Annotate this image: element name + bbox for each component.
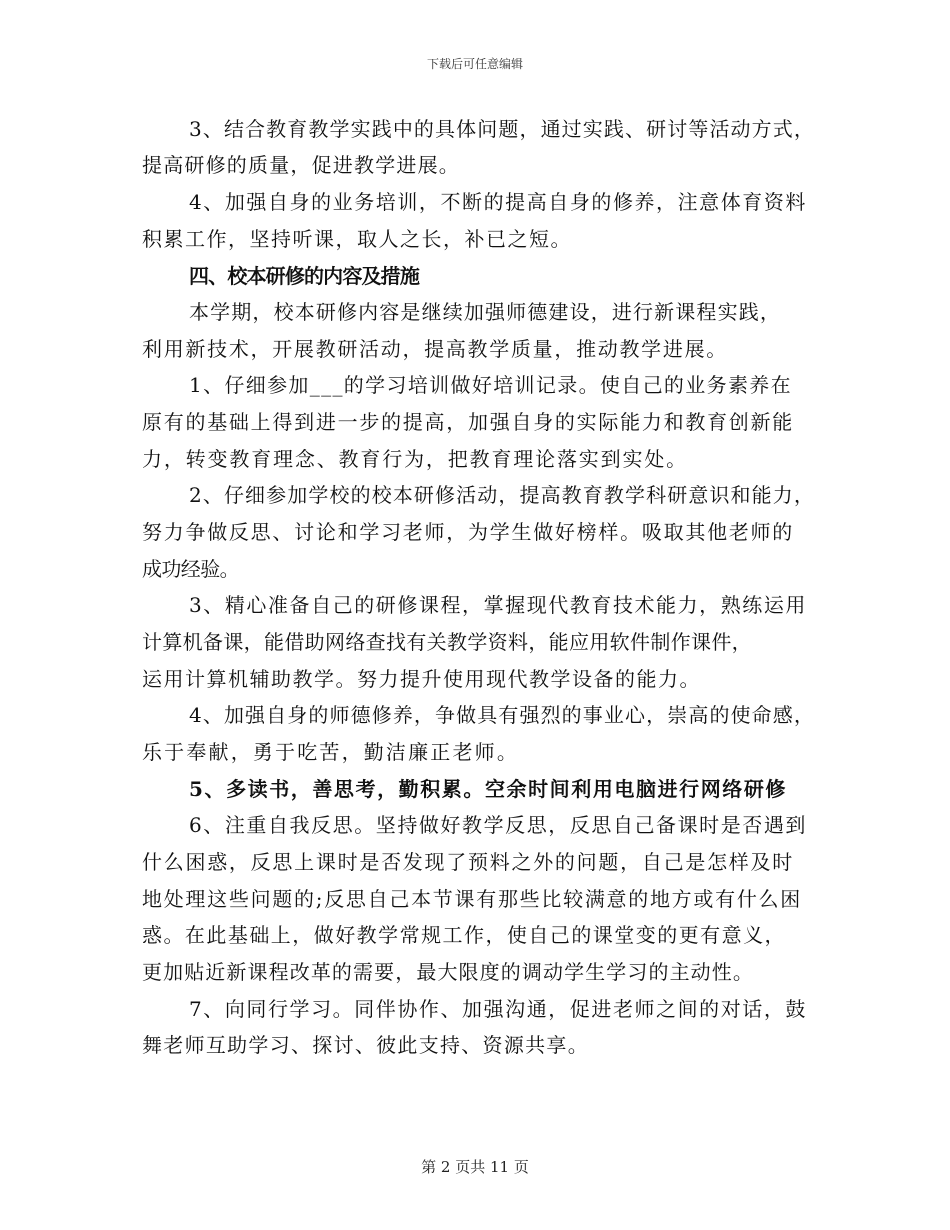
text-line: 2、仔细参加学校的校本研修活动，提高教育教学科研意识和能力， <box>189 483 815 507</box>
text-line: 本学期，校本研修内容是继续加强师德建设，进行新课程实践， <box>189 300 781 324</box>
page-header: 下载后可任意编辑 <box>426 57 523 71</box>
text-line: 积累工作，坚持听课，取人之长，补已之短。 <box>142 227 572 251</box>
text-line: 成功经验。 <box>142 557 239 581</box>
text-line: 3、精心准备自己的研修课程，掌握现代教育技术能力，熟练运用 <box>189 593 807 617</box>
text-line: 努力争做反思、讨论和学习老师，为学生做好榜样。吸取其他老师的 <box>142 520 794 544</box>
text-line: 乐于奉献，勇于吃苦，勤洁廉正老师。 <box>142 740 519 764</box>
text-line: 力，转变教育理念、教育行为，把教育理论落实到实处。 <box>142 447 688 471</box>
text-line: 计算机备课，能借助网络查找有关教学资料，能应用软件制作课件， <box>142 630 752 654</box>
text-line: 惑。在此基础上，做好教学常规工作，使自己的课堂变的更有意义， <box>142 923 786 947</box>
text-line: 原有的基础上得到进一步的提高，加强自身的实际能力和教育创新能 <box>142 410 794 434</box>
section-heading: 5、多读书，善思考，勤积累。空余时间利用电脑进行网络研修 <box>189 777 787 801</box>
section-heading: 四、校本研修的内容及措施 <box>189 264 419 288</box>
text-line: 4、加强自身的师德修养，争做具有强烈的事业心，崇高的使命感， <box>189 703 815 727</box>
text-line: 提高研修的质量，促进教学进展。 <box>142 153 460 177</box>
text-line: 6、注重自我反思。坚持做好教学反思，反思自己备课时是否遇到 <box>189 813 807 837</box>
text-line: 7、向同行学习。同伴协作、加强沟通，促进老师之间的对话，鼓 <box>189 997 807 1021</box>
text-line: 利用新技术，开展教研活动，提高教学质量，推动教学进展。 <box>142 337 728 361</box>
text-line: 运用计算机辅助教学。努力提升使用现代教学设备的能力。 <box>142 667 701 691</box>
text-line: 地处理这些问题的;反思自己本节课有那些比较满意的地方或有什么困 <box>142 887 802 911</box>
text-line: 什么困惑，反思上课时是否发现了预料之外的问题，自己是怎样及时 <box>142 850 794 874</box>
text-line: 更加贴近新课程改革的需要，最大限度的调动学生学习的主动性。 <box>142 960 754 984</box>
text-line: 4、加强自身的业务培训，不断的提高自身的修养，注意体育资料 <box>189 190 807 214</box>
text-line: 1、仔细参加___的学习培训做好培训记录。使自己的业务素养在 <box>189 373 792 397</box>
text-line: 3、结合教育教学实践中的具体问题，通过实践、研讨等活动方式， <box>189 117 815 141</box>
page-footer: 第 2 页共 11 页 <box>421 1158 529 1176</box>
text-line: 舞老师互助学习、探讨、彼此支持、资源共享。 <box>142 1033 589 1057</box>
